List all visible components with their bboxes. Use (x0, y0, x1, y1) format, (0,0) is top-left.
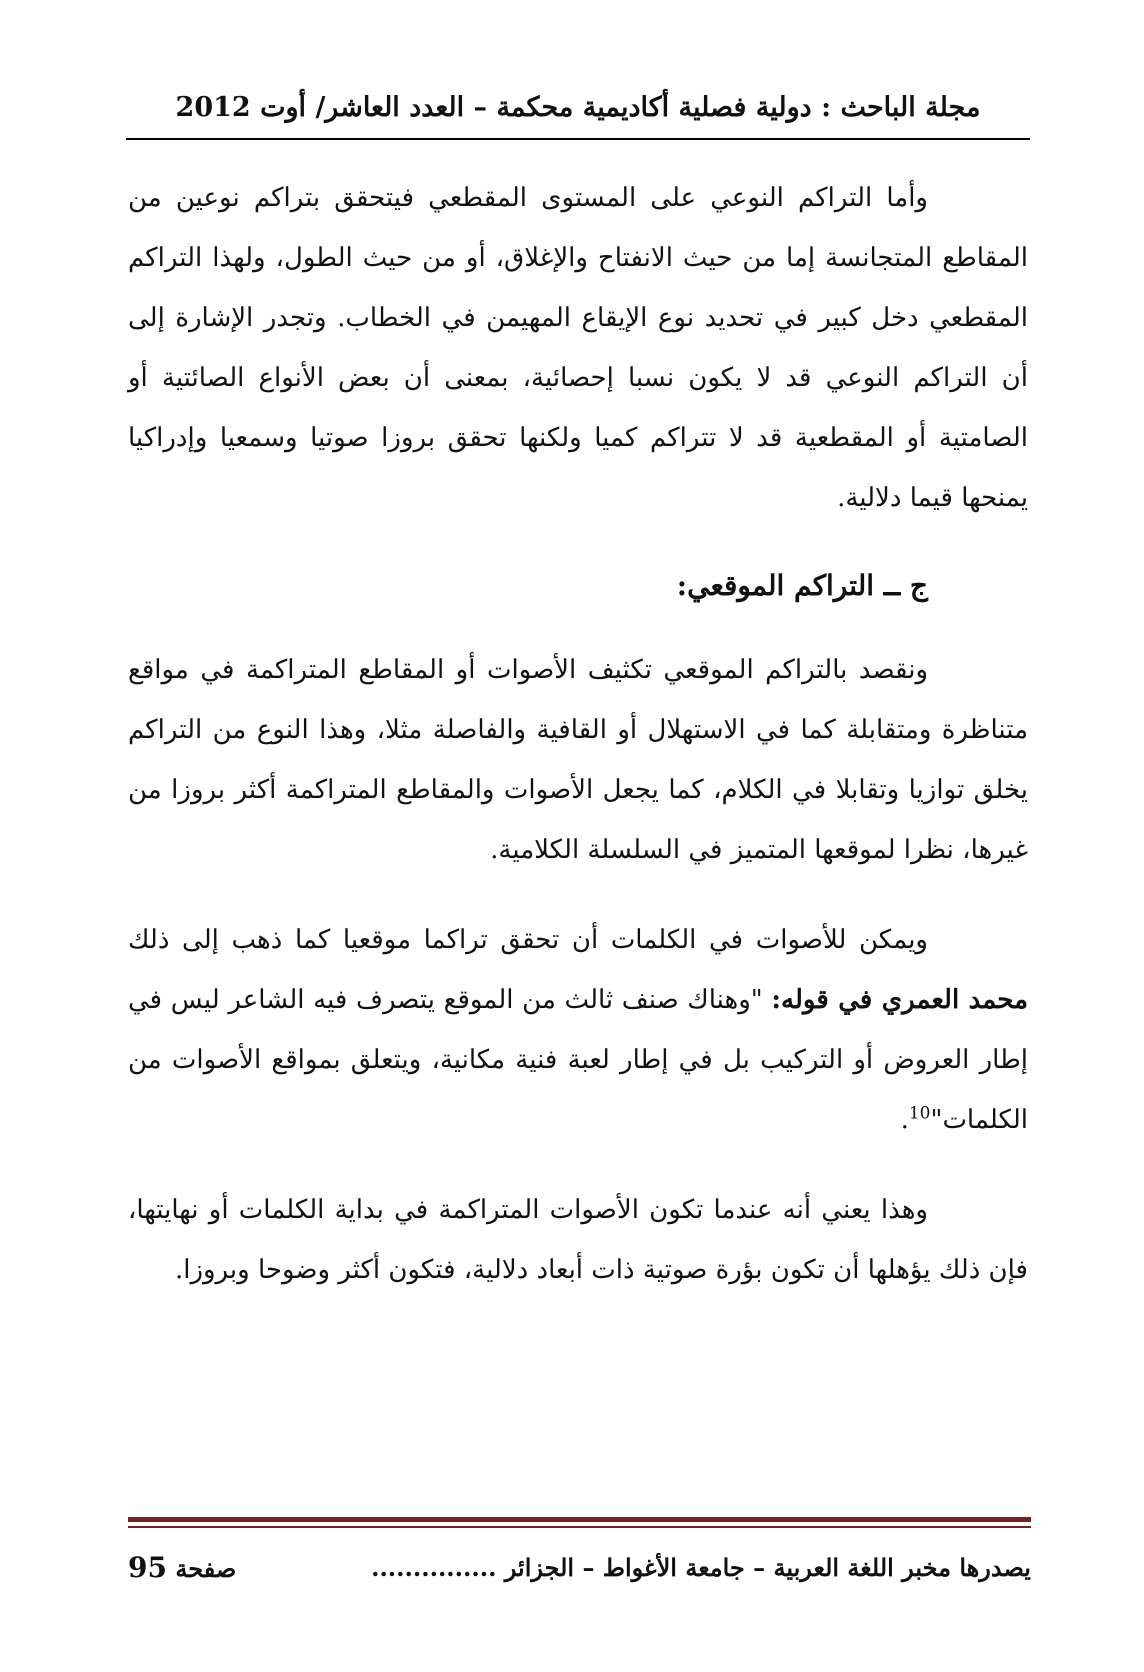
quote-intro: ويمكن للأصوات في الكلمات أن تحقق تراكما موقعيا كما ذهب إلى ذلك (128, 925, 928, 955)
footer-divider-thin (128, 1526, 1031, 1528)
article-body (128, 168, 1028, 1300)
quote-text: "وهناك صنف ثالث من الموقع يتصرف فيه الشاعر ليس في إطار العروض أو التركيب بل في إطار لعبة فنية مكانية، ويتعلق بمواقع الأصوات من الكلمات" (128, 985, 1028, 1135)
footer-divider-thick (128, 1517, 1031, 1522)
page-number: 95 (128, 1551, 167, 1584)
section-heading: ج ــ التراكم الموقعي: (676, 569, 928, 602)
paragraph-conclusion: وهذا يعني أنه عندما تكون الأصوات المتراكمة في بداية الكلمات أو نهايتها، فإن ذلك يؤهلها أن تكون بؤرة صوتية ذات أبعاد دلالية، فتكون أكثر وضوحا وبروزا. (128, 1195, 1028, 1285)
footnote-marker[interactable]: 10 (908, 1103, 931, 1124)
quote-period: . (900, 1105, 909, 1135)
journal-header (126, 88, 1030, 128)
paragraph-positional-accumulation: ونقصد بالتراكم الموقعي تكثيف الأصوات أو المقاطع المتراكمة في مواقع متناظرة ومتقابلة كما في الاستهلال أو القافية والفاصلة مثلا، وهذا النوع من التراكم يخلق توازيا وتقابلا في الكلام، كما يجعل الأصوات والمقاطع المتراكمة أكثر بروزا من غيرها، نظرا لموقعها المتميز في السلسلة الكلامية. (128, 655, 1028, 865)
page-footer (128, 1546, 1031, 1590)
header-divider (126, 138, 1030, 140)
footer-publisher: يصدرها مخبر اللغة العربية – جامعة الأغواط – الجزائر ............... (371, 1553, 1031, 1582)
journal-title: مجلة الباحث : دولية فصلية أكاديمية محكمة – العدد العاشر/ أوت 2012 (175, 92, 981, 123)
paragraph-omari-quote (128, 910, 1028, 1150)
page-number-label (128, 1546, 236, 1591)
quoted-author: محمد العمري في قوله: (771, 985, 1029, 1015)
page-label: صفحة (175, 1554, 237, 1583)
paragraph-segmental-accumulation: وأما التراكم النوعي على المستوى المقطعي فيتحقق بتراكم نوعين من المقاطع المتجانسة إما من حيث الانفتاح والإغلاق، أو من حيث الطول، ولهذا التراكم المقطعي دخل كبير في تحديد نوع الإيقاع المهيمن في الخطاب. وتجدر الإشارة إلى أن التراكم النوعي قد لا يكون نسبا إحصائية، بمعنى أن بعض الأنواع الصائتية أو الصامتية أو المقطعية قد لا تتراكم كميا ولكنها تحقق بروزا صوتيا وسمعيا وإدراكيا يمنحها قيما دلالية. (128, 183, 1028, 513)
